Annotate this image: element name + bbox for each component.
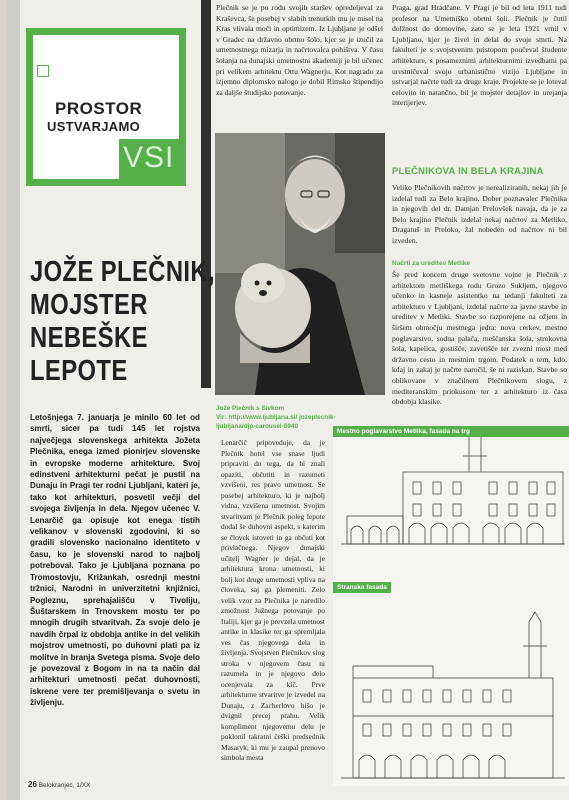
logo-line1: PROSTOR <box>55 99 143 118</box>
body-column-top-right: Praga, grad Hradčane. V Pragi je bil od leta 1911 tudi profesor na Umetniško obrtni šoli. Plečnik je čutil dolžnost do domovine, zato se je leta 1921 vrnil v Ljubljano, kjer je živel in delal do svoje smrti. Na fakulteti je s svojstvenim pristopom poučeval študente arhitekture, s posameznimi arhitekturnimi izvedbami pa urestničeval svojo urbanistično vizijo Ljubljane in ustvarjal načrte tudi za druge kraje. Projekte se je loteval celovito in natančno, bil je mojster detajlov in urejanja interijerjev. <box>392 3 567 108</box>
body-column-right: Veliko Plečnikovih načrtov je nerealiziranih, nekaj jih je izdelal tudi za Belo krajino. Dober poznavalec Plečnika in njegovih del dr. Damjan Prelovšek navaja, da je za Belo krajino Plečnik izdelal nekaj načrtov za Metliko, Dragatuš in Preloko, žal nobeden od načrtov ni bil izveden. <box>392 183 567 245</box>
headline <box>30 256 216 388</box>
portrait-photo <box>215 133 385 395</box>
logo-badge: VSI <box>119 139 181 179</box>
body-column-right-2: Še pred koncem druge svetovne vojne je Plečnik z arhitektom metliškega rodu Grozo Sukljem, njegovo učenko in kasneje asistentko na tedanji fakulteti za arhitekturo v Ljubljani, izdelal načrte za javne stavbe in ureditev v Metliki. Stavbe so razporejene na ožjem in širšem območju mestnega jedra: nova cerkev, mestno poglavarstvo, sodna palača, meščanska šola, strokovna šola, kapelica, gostišče, zavetišče ter zvezni most med državno cesto in mestnim trgom. Podatek o tem, kdo, kdaj in zakaj je načrte naročil, še ni raziskan. Stavbe so oblikovane v značilnem Plečnikovem slogu, z mediteranskim priokusom ter z arhitekturo iz časa obdobja klasike. <box>392 270 567 407</box>
headline-line: JOŽE PLEČNIK, <box>30 256 216 288</box>
headline-line: LEPOTE <box>30 355 128 387</box>
page-number: 26 <box>28 780 37 789</box>
logo-line2: USTVARJAMO <box>47 119 141 134</box>
drawing-label-main: Mestno poglavarstvo Metlika, fasada na trg <box>333 426 569 437</box>
body-column-middle: Lenarčič pripoveduje, da je Plečnik hotel vse snase ljudi pripraviti do tega, da bi znali opaziti, občutiti in razumeti vzvišeni, res pravo umetnost. Se posebej arhitekturo, ki je najbolj vidna, vzvišena umetnost. Svojim stvaritvam je Plečnik poleg lepote dodal še duhovni aspekt, s katerim se človek istoveti in ga občuti kot privlačnega. Njegov dunajski učitelj Wagner je dejal, da je arhitektura krona umetnosti, ki bolj kot druge umetnosti vpliva na človeka, saj ga plemeniti. Zelo velik vzor za Plečnika je naredilo zmožnost Južnega potovanje po Italiji, kjer ga je prevzela umetnost antike in klasike ter ga spremljala ves čas njegovega dela in življenja. Svojstven Plečnikov slog stroka v njegovem času ni razumela in je njegovo delo ocenjevala za kič. Prve arhitekturne stvaritve je izvedel na Dunaju, z Zacherlovo hišo je dvignil precej prahu. Velik kompliment njegovemu delu je poklonil takratni češki predsednik Masaryk, ki mu je zaupal prenovo simbola mesta <box>221 438 325 762</box>
section-subhead: PLEČNIKOVA IN BELA KRAJINA <box>392 166 544 177</box>
section-logo <box>26 28 186 186</box>
body-column-top-left: Plečnik se je po rodu svojih staršev opredeljeval za Kraševca, še posebej v slabih trenutkih mu je misel na Kras vlivala moči in optimizem. Iz Ljubljane je odšel v Gradec na državno obrtno šolo, kjer se je izučil za umetnostnega mizarja in načrtovalca pohištva. V času šolanja na dunajski umetnostni akademiji je bil učenec pri velikem arhitektu Ottu Wagnerju. Kot nagrado za izjemno diplomsko nalogo je dobil Rimsko štipendijo za daljše študijsko potovanje. <box>216 3 383 97</box>
section-subhead-small: Načrti za ureditev Metlike <box>392 260 471 267</box>
headline-line: MOJSTER <box>30 289 148 321</box>
headline-line: NEBEŠKE <box>30 322 148 354</box>
caption-title: Jože Plečnik s Sivkom <box>216 405 285 412</box>
logo-square-icon <box>37 65 49 77</box>
page-footer <box>28 780 90 789</box>
architectural-drawings <box>333 426 569 786</box>
page-gutter <box>6 0 20 800</box>
lead-paragraph: Letošnjega 7. januarja je minilo 60 let od smrti, sicer pa tudi 145 let rojstva največjega slovenskega arhitekta Jožeta Plečnika, enega izmed pionirjev slovenske in evropske moderne arhitekture. Svoj edinstveni arhitekturni pečat je pustil na Dunaju in Pragi ter rodni Ljubljani, kateri je, tako kot arhitekturi, posvetil večji del svojega življenja in dela. Njegov učenec V. Lenarčič ga opisuje kot enega tistih velikanov v slovenski zgodovini, ki so gradili slovensko nacionalno identiteto v času, ko je slovenski narod to najbolj potreboval. Tako je Ljubljana poznana po Tromostovju, Križankah, osrednji mestni tržnici, Narodni in univerzitetni knjižnici, Pogleznu, sprehajališču v Tivoliju, Šuštarskem in Trnovskem mostu ter po mnogih drugih stvaritvah. Za svoje delo je navdih črpal iz obdobja antike in del velikih mojstrov umetnosti, po duhovni plati pa iz molitve in branja Svetega pisma. Svoje delo je povezoval z Bogom in na ta način dal arhitekturi umetnosti pečat duhovnosti, iskrene vere ter premišljevanja o svetu in življenju. <box>30 413 200 708</box>
drawing-label-side: Stranska fasada <box>333 582 391 593</box>
facade-drawing <box>333 426 569 786</box>
magazine-name: Belokranjec, 1/XX <box>38 782 91 789</box>
portrait-illustration <box>215 133 385 395</box>
caption-source: Vir: http://www.ljubljana.si/ jozeplecnik-ljubljana/djp-carousel-6940 <box>216 414 336 430</box>
